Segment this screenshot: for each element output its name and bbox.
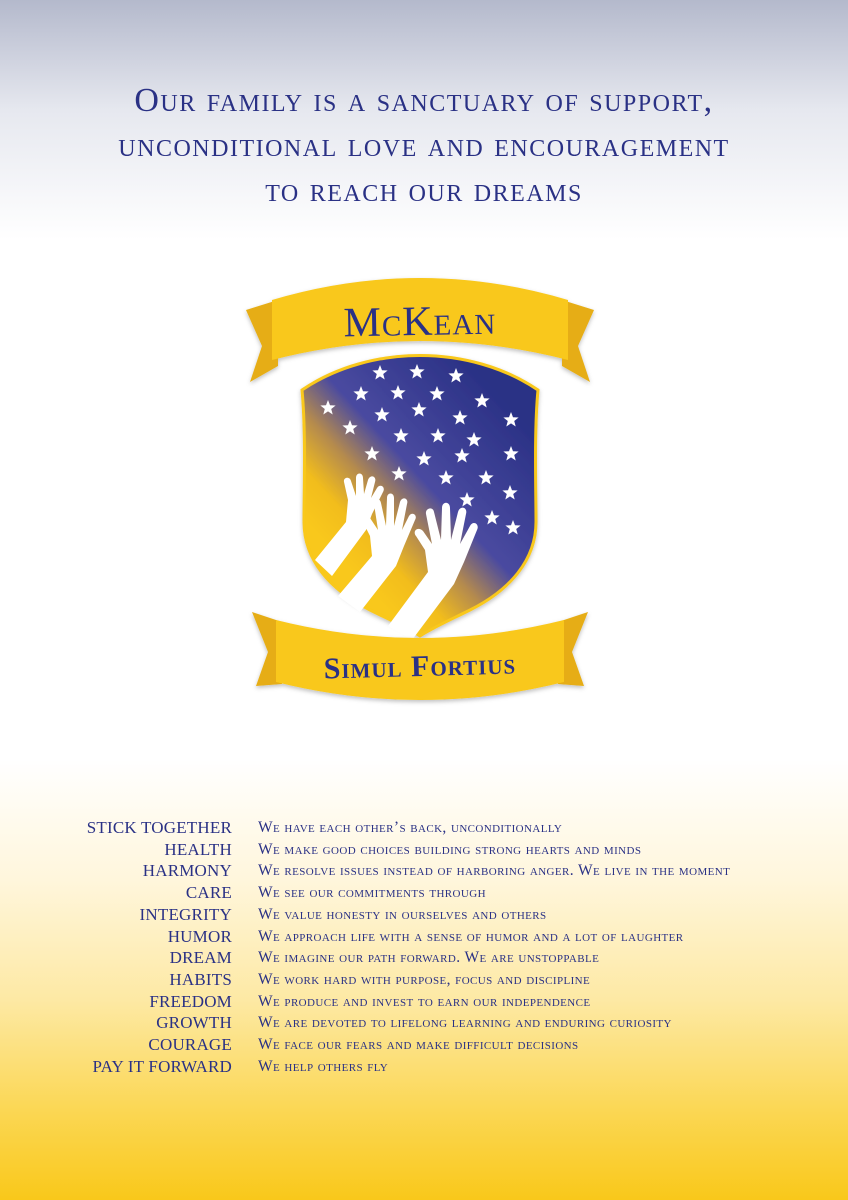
value-description: We value honesty in ourselves and others: [258, 905, 547, 923]
value-name: HUMOR: [167, 926, 232, 946]
value-name: DREAM: [169, 948, 232, 968]
value-description: We produce and invest to earn our independence: [258, 992, 591, 1010]
value-name: PAY IT FORWARD: [92, 1056, 232, 1076]
value-name: STICK TOGETHER: [86, 818, 232, 837]
value-description: We see our commitments through: [258, 884, 486, 902]
value-row: [0, 1012, 848, 1034]
value-name: COURAGE: [148, 1035, 232, 1054]
value-description: We approach life with a sense of humor and a lot of laughter: [258, 927, 684, 945]
value-name: HARMONY: [142, 861, 232, 881]
value-row: [0, 926, 848, 948]
value-row: [0, 839, 848, 861]
value-description: We imagine our path forward. We are unstoppable: [258, 949, 600, 967]
value-description: We work hard with purpose, focus and discipline: [258, 970, 591, 988]
motto-line-3: to reach our dreams: [265, 172, 583, 209]
value-name: CARE: [185, 883, 232, 903]
family-motto: [0, 78, 848, 213]
value-description: We help others fly: [258, 1057, 389, 1075]
value-name: GROWTH: [156, 1013, 232, 1033]
value-description: We face our fears and make difficult decisions: [258, 1036, 579, 1053]
motto-line-1: Our family is a sanctuary of support,: [134, 82, 714, 119]
latin-motto-text: Simul Fortius: [323, 647, 517, 686]
value-row: [0, 1034, 848, 1056]
value-description: We make good choices building strong hearts and minds: [258, 840, 642, 858]
value-row: [0, 882, 848, 904]
motto-line-2: unconditional love and encouragement: [118, 127, 730, 164]
value-row: [0, 817, 848, 839]
value-description: We resolve issues instead of harboring anger. We live in the moment: [258, 862, 731, 880]
family-crest: [220, 260, 620, 730]
value-row: [0, 860, 848, 882]
value-name: HEALTH: [164, 839, 232, 859]
value-row: [0, 904, 848, 926]
value-description: We have each other’s back, unconditionally: [258, 819, 563, 836]
value-row: [0, 1056, 848, 1078]
value-name: HABITS: [169, 969, 232, 989]
family-name-text: McKean: [343, 297, 497, 347]
value-row: [0, 991, 848, 1013]
value-name: INTEGRITY: [139, 904, 232, 924]
value-row: [0, 947, 848, 969]
value-row: [0, 969, 848, 991]
value-description: We are devoted to lifelong learning and enduring curiosity: [258, 1014, 672, 1032]
value-name: FREEDOM: [149, 991, 232, 1011]
